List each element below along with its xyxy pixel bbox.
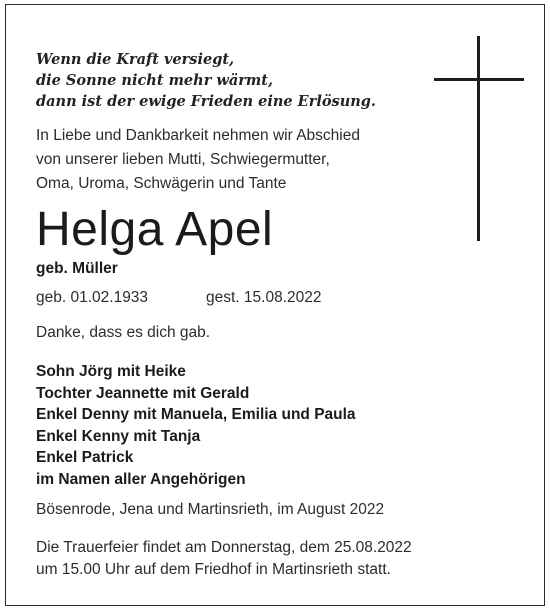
obituary-card [5, 4, 545, 606]
mourners-list [36, 361, 356, 490]
funeral-line: Die Trauerfeier findet am Donnerstag, dem 25.08.2022 [36, 539, 412, 556]
verse-line: die Sonne nicht mehr wärmt, [36, 72, 273, 89]
maiden-name: geb. Müller [36, 260, 118, 277]
intro-line: Oma, Uroma, Schwägerin und Tante [36, 175, 287, 192]
birth-date: geb. 01.02.1933 [36, 289, 149, 306]
memorial-verse [36, 49, 376, 112]
verse-line: Wenn die Kraft versiegt, [36, 51, 235, 68]
thanks-line: Danke, dass es dich gab. [36, 324, 211, 341]
death-date: gest. 15.08.2022 [206, 289, 322, 306]
intro-line: In Liebe und Dankbarkeit nehmen wir Abschied [36, 127, 360, 144]
mourner-item: im Namen aller Angehörigen [36, 470, 246, 488]
verse-line: dann ist der ewige Frieden eine Erlösung. [36, 93, 376, 110]
mourner-item: Sohn Jörg mit Heike [36, 363, 186, 380]
funeral-notice [36, 537, 412, 581]
deceased-name: Helga Apel [36, 203, 274, 256]
mourner-item: Tochter Jeannette mit Gerald [36, 384, 250, 402]
mourner-item: Enkel Patrick [36, 449, 134, 466]
mourner-item: Enkel Kenny mit Tanja [36, 427, 201, 445]
intro-line: von unserer lieben Mutti, Schwiegermutter, [36, 151, 330, 168]
cross-vertical-bar [477, 36, 480, 241]
farewell-intro [36, 124, 360, 196]
cross-icon [434, 36, 524, 241]
cross-horizontal-bar [434, 78, 524, 81]
life-dates [36, 289, 322, 307]
funeral-line: um 15.00 Uhr auf dem Friedhof in Martinsrieth statt. [36, 561, 391, 578]
place-and-date: Bösenrode, Jena und Martinsrieth, im August 2022 [36, 501, 385, 518]
mourner-item: Enkel Denny mit Manuela, Emilia und Paula [36, 406, 356, 423]
